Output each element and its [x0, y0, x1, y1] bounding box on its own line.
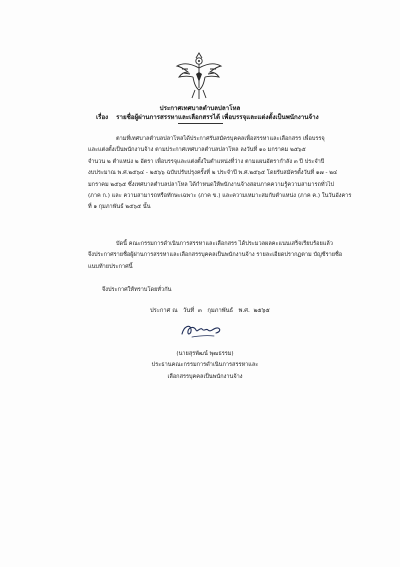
date-day-label: วันที่: [183, 308, 195, 314]
date-year-label: พ.ศ.: [238, 308, 250, 314]
paragraph-2: [88, 239, 348, 273]
paragraph-2-line: แนบท้ายประกาศนี้: [88, 263, 133, 270]
date-day: ๓: [197, 308, 202, 314]
title-divider: [178, 123, 223, 124]
date-year: ๒๕๖๕: [253, 308, 270, 314]
signer-position: เลือกสรรบุคคลเป็นพนักงานจ้าง: [167, 373, 243, 380]
handwritten-signature: [178, 318, 224, 342]
signer-position: ประธานคณะกรรมการดำเนินการสรรหาและ: [151, 362, 259, 369]
garuda-emblem-icon: [174, 52, 224, 102]
signer-block: [130, 349, 280, 383]
paragraph-1-line: ที่ ๑ กุมภาพันธ์ ๒๕๖๕ นั้น: [88, 204, 151, 211]
paragraph-1-line: จำนวน ๒ ตำแหน่ง ๒ อัตรา เพื่อบรรจุและแต่งตั้งในตำแหน่งที่ว่าง ตามแผนอัตรากำลัง ๓ ปี ประจำปี: [88, 158, 325, 165]
paragraph-2-line: บัดนี้ คณะกรรมการดำเนินการสรรหาและเลือกสรร ได้ประมวลผลคะแนนเสร็จเรียบร้อยแล้ว: [116, 241, 333, 247]
paragraph-1-line: (ภาค ก.) และ ความสามารถหรือทักษะเฉพาะ (ภาค ข.) และความเหมาะสมกับตำแหน่ง (ภาค ค.) ในวันอังคาร: [88, 193, 352, 200]
subject-line: [96, 112, 319, 122]
date-prefix: ประกาศ ณ: [150, 308, 178, 314]
paragraph-1-line: ตามที่เทศบาลตำบลปลาโหลได้ประกาศรับสมัครบุคคลเพื่อสรรหาและเลือกสรร เพื่อบรรจุ: [116, 136, 325, 142]
paragraph-1-line: มกราคม ๒๕๖๕ ซึ่งเทศบาลตำบลปลาโหล ได้กำหนดให้พนักงานจ้างสอบภาคความรู้ความสามารถทั่วไป: [88, 181, 335, 188]
closing-statement: จึงประกาศให้ทราบโดยทั่วกัน: [102, 287, 172, 293]
paragraph-1: [88, 134, 352, 214]
subject-label: เรื่อง: [96, 114, 109, 121]
subject-text: รายชื่อผู้ผ่านการสรรหาและเลือกสรรได้ เพื่อบรรจุและแต่งตั้งเป็นพนักงานจ้าง: [116, 114, 319, 121]
date-line: [150, 305, 270, 315]
announcement-title: ประกาศเทศบาลตำบลปลาโหล: [159, 105, 241, 112]
paragraph-1-line: งบประมาณ พ.ศ.๒๕๖๔ - ๒๕๖๖ ฉบับปรับปรุงครั้งที่ ๒ ประจำปี พ.ศ.๒๕๖๕ โดยรับสมัครตั้งวันที่ ๑๗ - ๒๔: [88, 170, 338, 177]
paragraph-1-line: และแต่งตั้งเป็นพนักงานจ้าง ตามประกาศเทศบาลตำบลปลาโหล ลงวันที่ ๑๐ มกราคม ๒๕๖๕: [88, 147, 306, 154]
date-month: กุมภาพันธ์: [207, 308, 234, 314]
signer-name: (นายสุรพัฒน์ พุฒธรรม): [176, 351, 234, 357]
paragraph-2-line: จึงประกาศรายชื่อผู้ผ่านการสรรหาและเลือกสรรบุคคลเป็นพนักงานจ้าง รายละเอียดปรากฏตาม บัญชีรายชื่อ: [88, 252, 343, 259]
